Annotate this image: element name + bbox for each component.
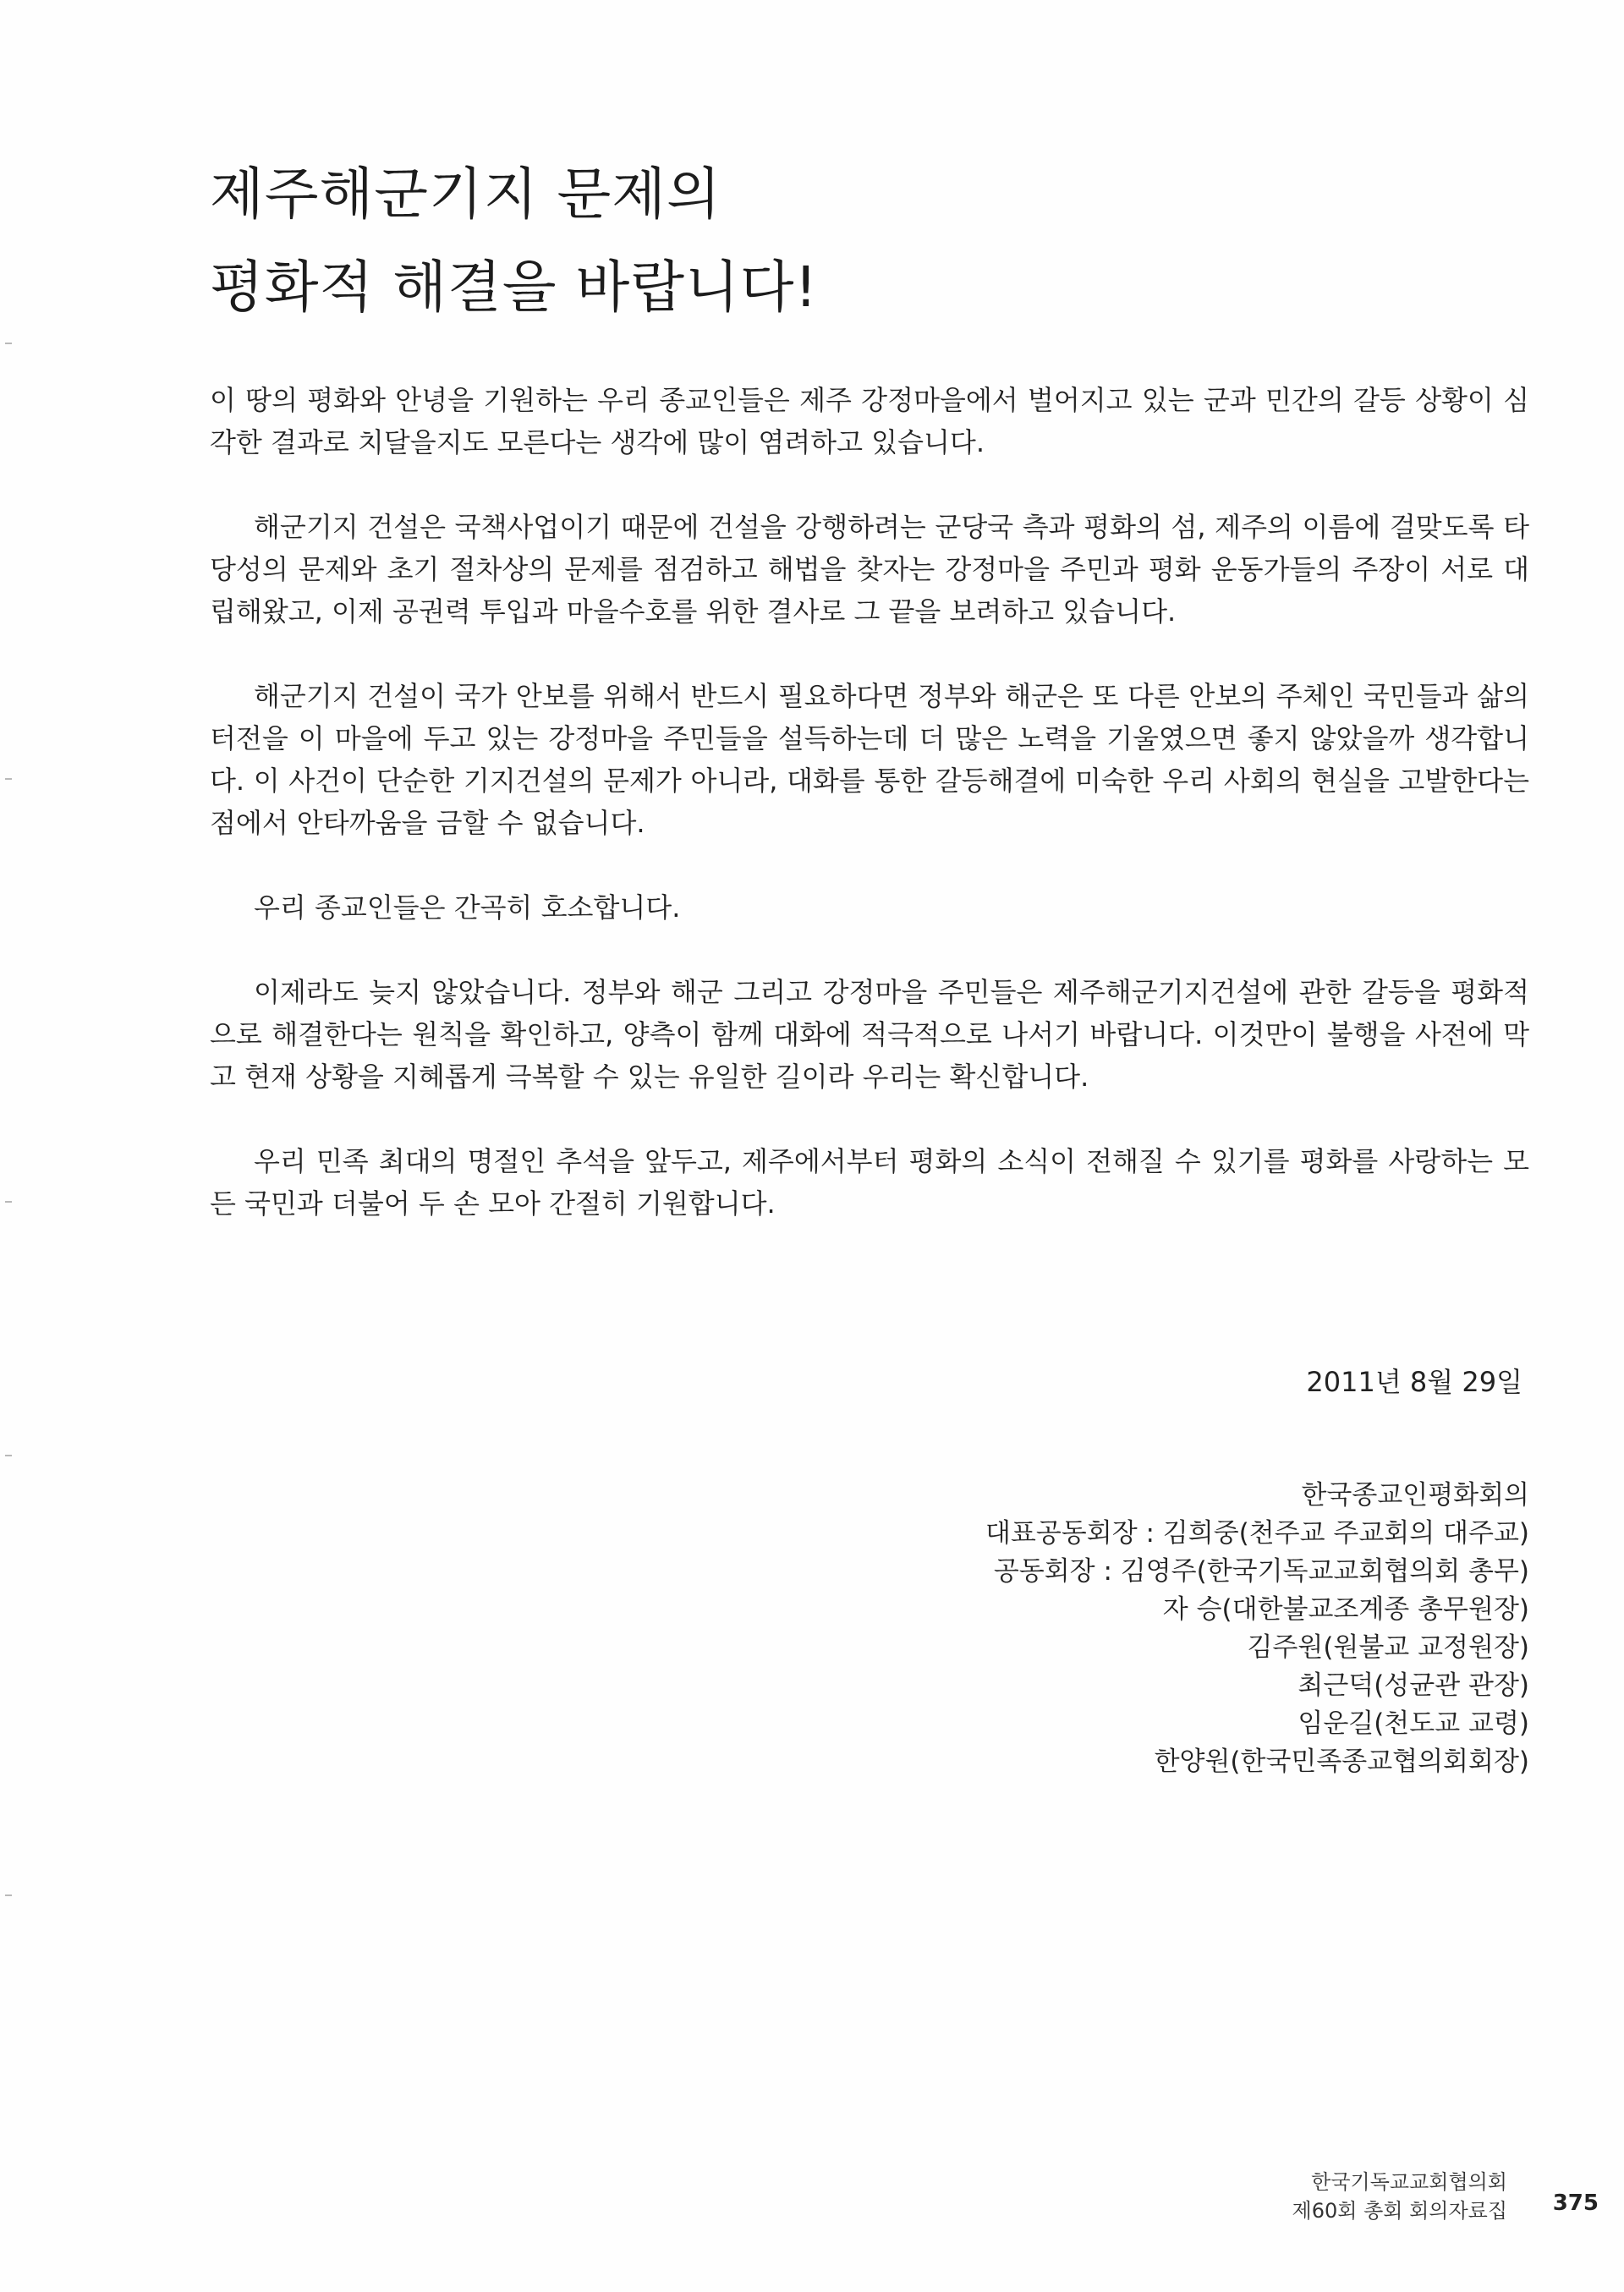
signatory: 대표공동회장 : 김희중(천주교 주교회의 대주교) [985, 1518, 1529, 1549]
footer-publisher: 한국기독교교회협의회 [1311, 2170, 1507, 2194]
document-title [210, 148, 1394, 334]
paragraph: 우리 민족 최대의 명절인 추석을 앞두고, 제주에서부터 평화의 소식이 전해질 수 있기를 평화를 사랑하는 모든 국민과 더불어 두 손 모아 간절히 기원합니다. [210, 1145, 1529, 1220]
scan-mark [5, 1201, 12, 1203]
statement-date: 2011년 8월 29일 [1306, 1366, 1522, 1398]
signatory: 임운길(천도교 교령) [1298, 1708, 1529, 1739]
page-number: 375 [1552, 2191, 1599, 2216]
scan-mark [5, 343, 12, 344]
paragraph: 해군기지 건설이 국가 안보를 위해서 반드시 필요하다면 정부와 해군은 또 다른 안보의 주체인 국민들과 삶의 터전을 이 마을에 두고 있는 강정마을 주민들을 설득하는데 더 많은 노력을 기울였으면 좋지 않았을까 생각합니다. 이 사건이 단순한 기지건설의 문제가 아니라, 대화를 통한 갈등해결에 미숙한 우리 사회의 현실을 고발한다는 점에서 안타까움을 금할 수 없습니다. [210, 680, 1529, 839]
signatory: 공동회장 : 김영주(한국기독교교회협의회 총무) [993, 1556, 1529, 1587]
paragraph: 해군기지 건설은 국책사업이기 때문에 건설을 강행하려는 군당국 측과 평화의 섬, 제주의 이름에 걸맞도록 타당성의 문제와 초기 절차상의 문제를 점검하고 해법을 찾자는 강정마을 주민과 평화 운동가들의 주장이 서로 대립해왔고, 이제 공권력 투입과 마을수호를 위한 결사로 그 끝을 보려하고 있습니다. [210, 511, 1529, 628]
scan-mark [5, 778, 12, 780]
signatory: 김주원(원불교 교정원장) [1247, 1632, 1529, 1663]
title-line: 평화적 해결을 바랍니다! [210, 255, 818, 320]
page-footer [1292, 2168, 1507, 2225]
organization-name: 한국종교인평화회의 [1301, 1480, 1529, 1511]
signatory: 자 승(대한불교조계종 총무원장) [1162, 1594, 1529, 1625]
signatories-block [985, 1477, 1529, 1781]
signatory: 한양원(한국민족종교협의회회장) [1154, 1746, 1529, 1777]
paragraph: 이 땅의 평화와 안녕을 기원하는 우리 종교인들은 제주 강정마을에서 벌어지고 있는 군과 민간의 갈등 상황이 심각한 결과로 치달을지도 모른다는 생각에 많이 염려하고 있습니다. [210, 384, 1529, 458]
footer-publication: 제60회 총회 회의자료집 [1292, 2199, 1507, 2223]
paragraph: 우리 종교인들은 간곡히 호소합니다. [254, 891, 681, 924]
scan-mark [5, 1894, 12, 1896]
paragraph: 이제라도 늦지 않았습니다. 정부와 해군 그리고 강정마을 주민들은 제주해군기지건설에 관한 갈등을 평화적으로 해결한다는 원칙을 확인하고, 양측이 함께 대화에 적극적으로 나서기 바랍니다. 이것만이 불행을 사전에 막고 현재 상황을 지혜롭게 극복할 수 있는 유일한 길이라 우리는 확신합니다. [210, 976, 1529, 1093]
statement-body [210, 379, 1529, 1267]
signatory: 최근덕(성균관 관장) [1298, 1670, 1529, 1701]
scan-mark [5, 1455, 12, 1456]
title-line: 제주해군기지 문제의 [210, 162, 721, 227]
